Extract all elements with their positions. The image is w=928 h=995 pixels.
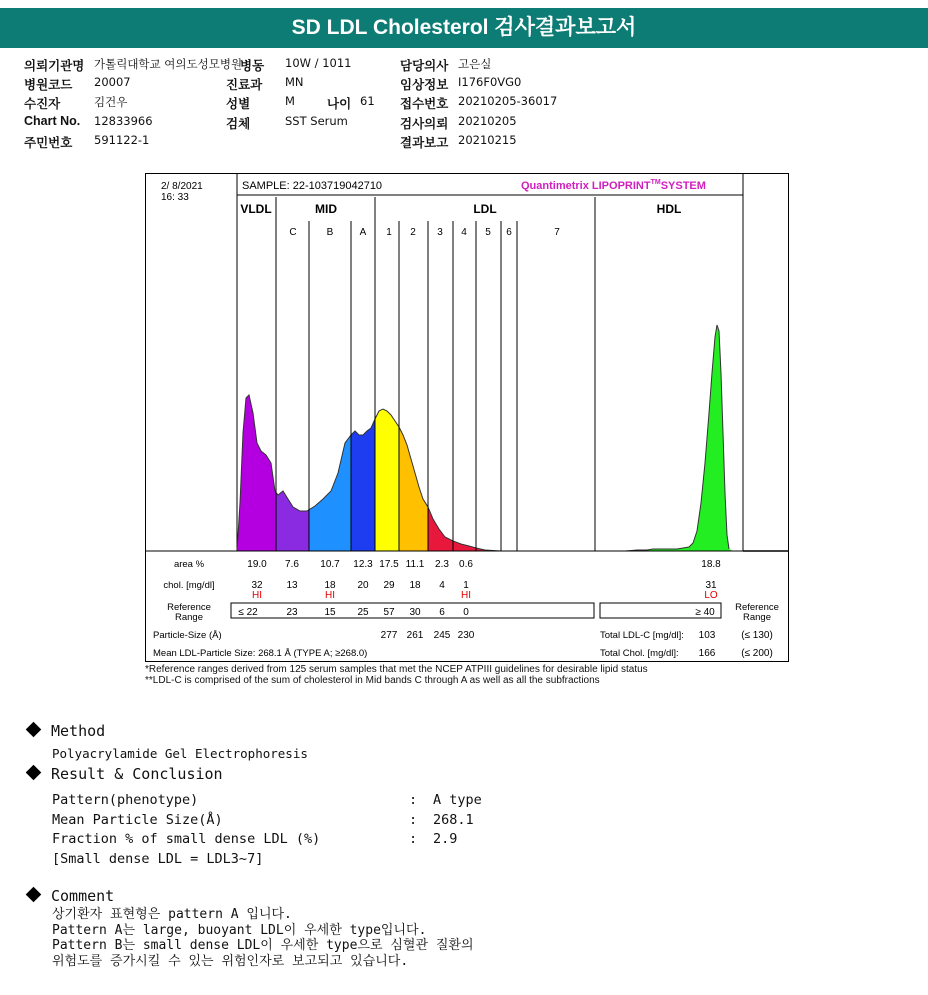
report-title: SD LDL Cholesterol 검사결과보고서 — [0, 8, 928, 48]
mean-ldl-size: Mean LDL-Particle Size: 268.1 Å (TYPE A; ≥268.0) — [153, 648, 368, 659]
report-time: 16: 33 — [161, 192, 189, 203]
result-sep-size: : — [409, 812, 418, 828]
result-sep-pattern: : — [409, 792, 418, 808]
result-value-pattern: A type — [433, 792, 482, 808]
chol-value: 29 — [383, 580, 395, 591]
group-hdl: HDL — [656, 202, 682, 216]
ref-value: 0 — [463, 607, 469, 618]
method-text: Polyacrylamide Gel Electrophoresis — [52, 746, 308, 761]
result-sep-fraction: : — [409, 831, 418, 847]
specimen-value: SST Serum — [285, 114, 348, 128]
chol-value: 4 — [439, 580, 445, 591]
chol-flag: HI — [252, 590, 262, 601]
bullet-diamond-icon — [26, 765, 42, 781]
result-label-pattern: Pattern(phenotype) — [52, 792, 199, 808]
resident-no-label: 주민번호 — [24, 136, 73, 150]
sex-value: M — [285, 94, 295, 108]
subband-label: 4 — [461, 227, 467, 238]
receipt-no-label: 접수번호 — [400, 97, 449, 111]
institution-value: 가톨릭대학교 여의도성모병원 — [94, 57, 243, 71]
method-title: Method — [28, 722, 105, 740]
comment-line: 위험도를 증가시킬 수 있는 위험인자로 보고되고 있습니다. — [52, 953, 409, 969]
clinical-info-label: 임상정보 — [400, 78, 449, 92]
department-value: MN — [285, 75, 304, 89]
ref-label-1: Reference — [167, 602, 211, 613]
chol-flag: HI — [461, 590, 471, 601]
report-date: 2/ 8/2021 — [161, 181, 203, 192]
report-date-label: 결과보고 — [400, 136, 449, 150]
chol-label: chol. [mg/dl] — [163, 580, 215, 591]
chol-value: 20 — [357, 580, 369, 591]
comment-line: Pattern B는 small dense LDL이 우세한 type으로 심혈관 질환의 — [52, 938, 474, 953]
group-ldl: LDL — [473, 202, 497, 216]
subband-label: 5 — [485, 227, 491, 238]
total-ldl-value: 103 — [698, 630, 716, 641]
patient-name-label: 수진자 — [24, 97, 61, 111]
result-value-size: 268.1 — [433, 812, 474, 828]
specimen-label: 검체 — [226, 117, 251, 131]
resident-no-value: 591122-1 — [94, 133, 150, 147]
area-value: 12.3 — [353, 559, 373, 570]
patient-name-value: 김건우 — [94, 95, 128, 109]
hospital-code-label: 병원코드 — [24, 78, 73, 92]
subband-label: 2 — [410, 227, 416, 238]
ref-value: 15 — [324, 607, 336, 618]
ref-value: 23 — [286, 607, 298, 618]
hospital-code-value: 20007 — [94, 75, 131, 89]
hdl-chol: 31 — [705, 580, 717, 591]
subband-label: 6 — [506, 227, 512, 238]
result-label-fraction: Fraction % of small dense LDL (%) — [52, 831, 321, 847]
age-value: 61 — [360, 94, 375, 108]
area-value: 7.6 — [285, 559, 299, 570]
request-date-label: 검사의뢰 — [400, 117, 449, 131]
area-value: 10.7 — [320, 559, 340, 570]
brand-name: Quantimetrix LIPOPRINT™SYSTEM — [521, 179, 706, 192]
total-chol-value: 166 — [698, 648, 716, 659]
ref-value: 57 — [383, 607, 395, 618]
area-label: area % — [173, 559, 205, 570]
sex-label: 성별 — [226, 97, 251, 111]
result-label-size: Mean Particle Size(Å) — [52, 812, 223, 828]
comment-line: 상기환자 표현형은 pattern A 입니다. — [52, 907, 292, 922]
ref-label-2: Range — [175, 612, 203, 623]
ref-value: 30 — [409, 607, 421, 618]
clinical-info-value: I176F0VG0 — [458, 75, 522, 89]
subband-label: 3 — [437, 227, 443, 238]
chol-flag: HI — [325, 590, 335, 601]
subband-label: 1 — [386, 227, 392, 238]
particle-size-value: 277 — [380, 630, 398, 641]
subband-label: B — [326, 227, 334, 238]
sample-id: SAMPLE: 22-103719042710 — [242, 180, 383, 192]
area-value: 19.0 — [247, 559, 267, 570]
comment-title: Comment — [28, 887, 114, 905]
ref-label-right-2: Range — [743, 612, 771, 623]
receipt-no-value: 20210205-36017 — [458, 94, 558, 108]
chol-value: 18 — [324, 580, 336, 591]
footnote-1: *Reference ranges derived from 125 serum samples that met the NCEP ATPIII guidelines for desirable lipid status — [145, 664, 648, 675]
particle-size-value: 245 — [433, 630, 451, 641]
particle-size-label: Particle-Size (Å) — [153, 630, 222, 641]
ref-value: 25 — [357, 607, 369, 618]
footnotes — [145, 664, 648, 686]
bullet-diamond-icon — [26, 887, 42, 903]
department-label: 진료과 — [226, 78, 263, 92]
ward-value: 10W / 1011 — [285, 56, 352, 70]
lipoprint-report — [145, 173, 789, 662]
comment-line: Pattern A는 large, buoyant LDL이 우세한 type입니다. — [52, 922, 427, 938]
result-value-fraction: 2.9 — [433, 831, 458, 847]
subband-label: C — [289, 227, 297, 238]
comment-section — [28, 887, 114, 905]
total-chol-label: Total Chol. [mg/dl]: — [600, 648, 679, 659]
footnote-2: **LDL-C is comprised of the sum of cholesterol in Mid bands C through A as well as all the subfractions — [145, 675, 600, 686]
subband-label: A — [359, 227, 367, 238]
area-value: 17.5 — [379, 559, 399, 570]
chol-value: 32 — [251, 580, 263, 591]
comment-text — [52, 907, 474, 969]
group-vldl: VLDL — [240, 202, 272, 216]
area-value: 11.1 — [405, 559, 425, 570]
hdl-flag: LO — [704, 590, 718, 601]
bullet-diamond-icon — [26, 722, 42, 738]
ref-label-right-1: Reference — [735, 602, 779, 613]
ref-value: ≤ 22 — [238, 607, 258, 618]
total-ldl-ref: (≤ 130) — [741, 630, 773, 641]
chart-no-value: 12833966 — [94, 114, 153, 128]
particle-size-value: 230 — [457, 630, 475, 641]
method-section — [28, 722, 105, 740]
area-value: 0.6 — [459, 559, 473, 570]
group-mid: MID — [315, 202, 337, 216]
result-note: [Small dense LDL = LDL3~7] — [52, 851, 264, 867]
result-section — [28, 765, 223, 783]
particle-size-value: 261 — [406, 630, 424, 641]
request-date-value: 20210205 — [458, 114, 517, 128]
hdl-ref: ≥ 40 — [695, 607, 715, 618]
chol-value: 13 — [286, 580, 298, 591]
lipoprint-chart — [145, 173, 789, 662]
institution-label: 의뢰기관명 — [24, 59, 85, 73]
doctor-value: 고은실 — [458, 57, 492, 71]
chart-no-label: Chart No. — [24, 114, 81, 128]
total-chol-ref: (≤ 200) — [741, 648, 773, 659]
hdl-area: 18.8 — [701, 559, 721, 570]
total-ldl-label: Total LDL-C [mg/dl]: — [600, 630, 684, 641]
doctor-label: 담당의사 — [400, 59, 449, 73]
chol-value: 1 — [463, 580, 469, 591]
area-value: 2.3 — [435, 559, 449, 570]
ward-label: 병동 — [240, 59, 265, 73]
chol-value: 18 — [409, 580, 421, 591]
subband-label: 7 — [554, 227, 560, 238]
age-label: 나이 — [327, 97, 352, 111]
ref-value: 6 — [439, 607, 445, 618]
report-date-value: 20210215 — [458, 133, 517, 147]
result-title: Result & Conclusion — [28, 765, 223, 783]
